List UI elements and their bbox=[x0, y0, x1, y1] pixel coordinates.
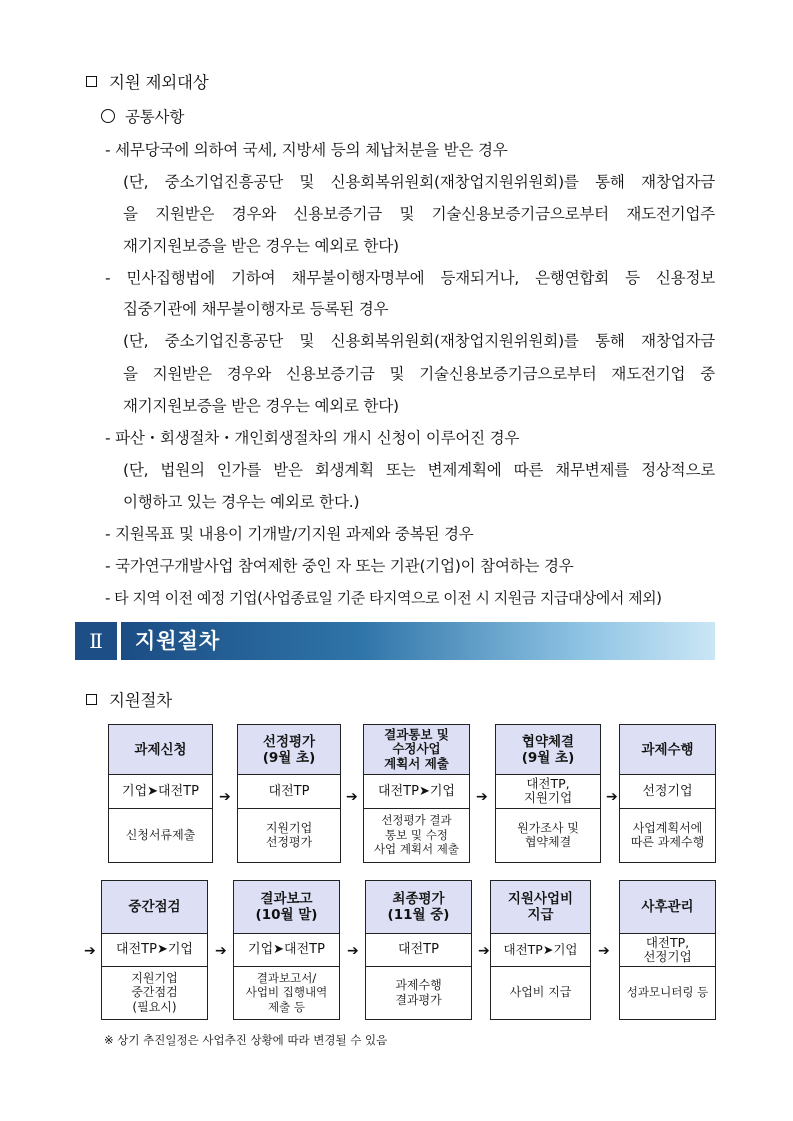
arrow-right-icon: ➔ bbox=[346, 789, 358, 805]
step-desc: 사업비 지급 bbox=[509, 985, 572, 1000]
step-box-interim-check bbox=[101, 880, 208, 1020]
exclusion-note: 재기지원보증을 받은 경우는 예외로 한다) bbox=[123, 237, 399, 255]
step-box-result-notice bbox=[363, 724, 470, 863]
step-title: 중간점검 bbox=[102, 881, 207, 934]
step-title: 지원사업비 지급 bbox=[491, 881, 590, 934]
exclusion-heading-text: 지원 제외대상 bbox=[109, 73, 209, 92]
square-bullet-icon bbox=[86, 76, 97, 87]
exclusion-note: 을 지원받은 경우와 신용보증기금 및 기술신용보증기금으로부터 재도전기업 중 bbox=[123, 365, 715, 383]
section-number: Ⅱ bbox=[75, 622, 117, 660]
arrow-right-icon: ➔ bbox=[476, 789, 488, 805]
step-box-selection bbox=[237, 724, 341, 863]
step-actor: 대전TP➤기업 bbox=[364, 774, 469, 809]
arrow-right-icon: ➔ bbox=[478, 943, 490, 959]
exclusion-note: (단, 중소기업진흥공단 및 신용회복위원회(재창업지원위원회)를 통해 재창업자금 bbox=[123, 173, 715, 191]
step-desc: 사업계획서에 따른 과제수행 bbox=[630, 820, 705, 849]
common-subheading-text: 공통사항 bbox=[125, 108, 185, 126]
step-title: 선정평가 (9월 초) bbox=[238, 725, 340, 775]
exclusion-item-cont: 집중기관에 채무불이행자로 등록된 경우 bbox=[123, 300, 389, 318]
arrow-right-icon: ➔ bbox=[215, 943, 227, 959]
exclusion-item: - 세무당국에 의하여 국세, 지방세 등의 체납처분을 받은 경우 bbox=[105, 141, 508, 159]
arrow-right-icon: ➔ bbox=[347, 943, 359, 959]
exclusion-note: 재기지원보증을 받은 경우는 예외로 한다) bbox=[123, 397, 399, 415]
exclusion-item: - 파산・회생절차・개인회생절차의 개시 신청이 이루어진 경우 bbox=[105, 429, 520, 447]
section-title-bar bbox=[121, 622, 715, 660]
step-actor: 대전TP, 지원기업 bbox=[496, 774, 600, 809]
step-title: 사후관리 bbox=[620, 881, 715, 934]
exclusion-item: - 국가연구개발사업 참여제한 중인 자 또는 기관(기업)이 참여하는 경우 bbox=[105, 557, 574, 575]
step-desc: 결과보고서/ 사업비 집행내역 제출 등 bbox=[245, 970, 328, 1014]
procedure-heading-text: 지원절차 bbox=[109, 691, 172, 710]
exclusion-heading bbox=[86, 72, 208, 94]
exclusion-note: (단, 법원의 인가를 받은 회생계획 또는 변제계획에 따른 채무변제를 정상적으로 bbox=[123, 461, 715, 479]
step-actor: 대전TP, 선정기업 bbox=[620, 933, 715, 967]
step-title: 최종평가 (11월 중) bbox=[366, 881, 471, 934]
circle-bullet-icon bbox=[101, 109, 115, 123]
step-box-follow-up bbox=[619, 880, 716, 1020]
step-actor: 대전TP bbox=[366, 933, 471, 967]
step-actor: 기업➤대전TP bbox=[109, 774, 212, 809]
step-box-result-report bbox=[233, 880, 340, 1020]
step-actor: 대전TP➤기업 bbox=[491, 933, 590, 967]
step-title: 결과보고 (10월 말) bbox=[234, 881, 339, 934]
step-box-agreement bbox=[495, 724, 601, 863]
step-box-final-evaluation bbox=[365, 880, 472, 1020]
step-desc: 과제수행 결과평가 bbox=[395, 978, 442, 1007]
exclusion-item: - 지원목표 및 내용이 기개발/기지원 과제와 중복된 경우 bbox=[105, 525, 474, 543]
step-desc: 지원기업 중간점검 (필요시) bbox=[131, 970, 178, 1014]
exclusion-note: 이행하고 있는 경우는 예외로 한다.) bbox=[123, 493, 360, 511]
step-box-fund-payment bbox=[490, 880, 591, 1020]
step-desc: 성과모니터링 등 bbox=[626, 985, 709, 1000]
step-title: 과제수행 bbox=[620, 725, 715, 775]
step-box-execution bbox=[619, 724, 716, 863]
step-title: 과제신청 bbox=[109, 725, 212, 775]
step-box-application bbox=[108, 724, 213, 863]
step-actor: 대전TP➤기업 bbox=[102, 933, 207, 967]
arrow-right-icon: ➔ bbox=[598, 943, 610, 959]
schedule-note: ※ 상기 추진일정은 사업추진 상황에 따라 변경될 수 있음 bbox=[104, 1033, 388, 1047]
arrow-right-icon: ➔ bbox=[606, 789, 618, 805]
step-desc: 원가조사 및 협약체결 bbox=[517, 820, 579, 849]
step-title: 결과통보 및 수정사업 계획서 제출 bbox=[364, 725, 469, 775]
square-bullet-icon bbox=[86, 694, 97, 705]
exclusion-note: (단, 중소기업진흥공단 및 신용회복위원회(재창업지원위원회)를 통해 재창업자금 bbox=[123, 332, 715, 350]
section-title: 지원절차 bbox=[135, 629, 221, 653]
common-subheading bbox=[101, 106, 184, 128]
exclusion-note: 을 지원받은 경우와 신용보증기금 및 기술신용보증기금으로부터 재도전기업주 bbox=[123, 205, 715, 223]
section-title-band bbox=[75, 622, 715, 660]
step-desc: 신청서류제출 bbox=[125, 827, 196, 842]
arrow-right-icon: ➔ bbox=[84, 943, 96, 959]
arrow-right-icon: ➔ bbox=[219, 789, 231, 805]
step-title: 협약체결 (9월 초) bbox=[496, 725, 600, 775]
step-actor: 선정기업 bbox=[620, 774, 715, 809]
step-desc: 선정평가 결과 통보 및 수정 사업 계획서 제출 bbox=[373, 813, 460, 857]
procedure-heading bbox=[86, 690, 172, 712]
exclusion-item: - 타 지역 이전 예정 기업(사업종료일 기준 타지역으로 이전 시 지원금 지급대상에서 제외) bbox=[105, 589, 662, 607]
exclusion-item: - 민사집행법에 기하여 채무불이행자명부에 등재되거나, 은행연합회 등 신용정보 bbox=[105, 269, 715, 287]
step-actor: 대전TP bbox=[238, 774, 340, 809]
step-desc: 지원기업 선정평가 bbox=[265, 820, 313, 849]
step-actor: 기업➤대전TP bbox=[234, 933, 339, 967]
